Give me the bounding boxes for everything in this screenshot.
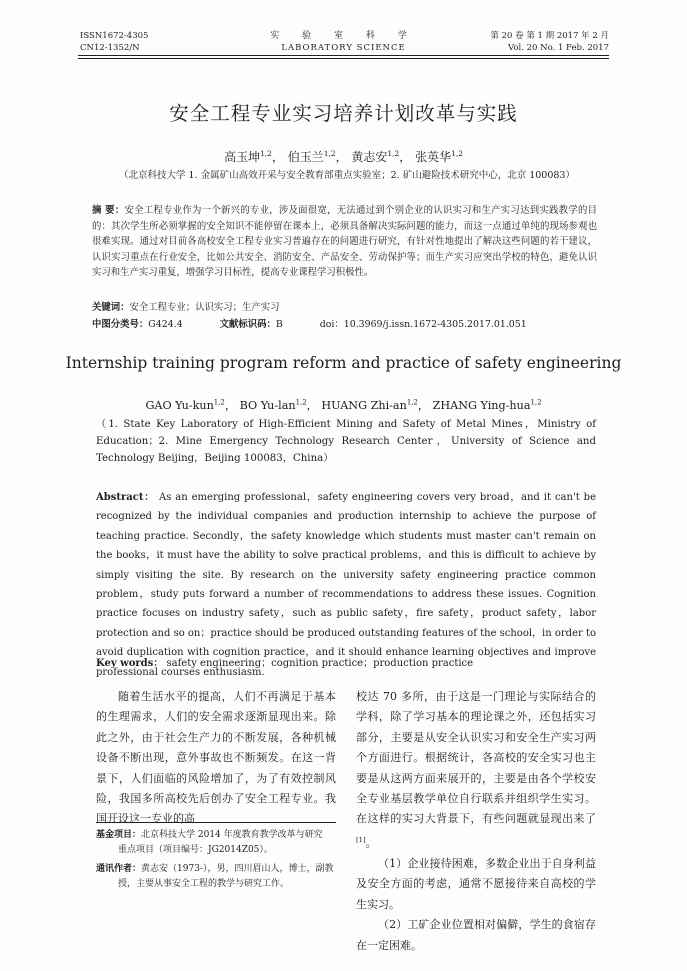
clc-code: 中图分类号：G424.4: [92, 319, 183, 330]
journal-issue-block: [490, 30, 609, 54]
abstract-cn: [92, 203, 597, 281]
abstract-en-label: Abstract：: [96, 492, 156, 503]
header-rule-bottom: [78, 58, 609, 59]
keywords-en-text: safety engineering；cognition practice；production practice: [166, 658, 474, 669]
keywords-cn-text: 安全工程专业；认识实习；生产实习: [129, 302, 280, 313]
abstract-cn-label: 摘 要：: [92, 205, 125, 216]
keywords-en-label: Key words：: [96, 658, 164, 669]
body-paragraph-2: （1）企业接待困难，多数企业出于自身利益及安全方面的考虑，通常不愿接待来自高校的学生实习。: [356, 856, 596, 911]
affiliation-en: （1. State Key Laboratory of High-Efficient Mining and Safety of Metal Mines，Ministry of Education；2. Mine Emergency Technology Research Center，University of Science and Technology Beijing，Beijing 100083，China）: [96, 419, 596, 464]
header-rule-top: [78, 55, 609, 56]
author-list-en: GAO Yu-kun$^{1,2}$， BO Yu-lan$^{1,2}$， HUANG Zhi-an$^{1,2}$， ZHANG Ying-hua$^{1,2}$: [145, 398, 542, 412]
classification-line: [92, 317, 597, 333]
author-cn-3: 黄志安$^{1,2}$: [351, 149, 400, 164]
doi: doi：10.3969/j.issn.1672-4305.2017.01.051: [319, 319, 527, 330]
abstract-en-text: As an emerging professional，safety engineering covers very broad，and it can't be recognized by the individual companies and production internship to achieve the purpose of teaching practice. Secondly，the safety knowledge which students must master can't remain on the books，it must have the ability to solve practical problems，and this is difficult to achieve by simply visiting the site. By research on the university safety engineering practice common problem，study puts forward a number of recommendations to address these issues. Cognition practice focuses on industry safety，such as public safety，fire safety，product safety，labor protection and so on；practice should be produced outstanding features of the school，in order to avoid duplication with cognition practice，and it should enhance learning objectives and improve professional courses enthusiasm.: [96, 492, 596, 678]
paper-title-en: Internship training program reform and practice of safety engineering: [65, 354, 622, 372]
citation-ref: [1]: [356, 835, 366, 844]
author-cn-4: 张英华$^{1,2}$: [415, 149, 463, 164]
keywords-en: [96, 655, 596, 672]
corresponding-author-label: 通讯作者：: [96, 864, 142, 874]
body-paragraph-3: （2）工矿企业位置相对偏僻，学生的食宿存在一定困难。: [356, 918, 596, 952]
issn: ISSN1672-4305: [80, 31, 149, 41]
author-en-1: GAO Yu-kun$^{1,2}$: [145, 398, 225, 412]
affiliation-cn: （北京科技大学 1. 金属矿山高效开采与安全教育部重点实验室；2. 矿山避险技术研究中心，北京 100083）: [119, 170, 575, 181]
body-column-right: [356, 687, 596, 956]
journal-name-cn: 实 验 室 科 学: [270, 31, 417, 41]
author-en-3: HUANG Zhi-an$^{1,2}$: [321, 398, 418, 412]
issue-cn: 第 20 卷 第 1 期 2017 年 2 月: [490, 31, 609, 41]
keywords-cn: [92, 300, 597, 316]
author-cn-1: 高玉坤$^{1,2}$: [224, 149, 272, 164]
keywords-cn-label: 关键词：: [92, 302, 130, 313]
body-paragraph-1: 随着生活水平的提高，人们不再满足于基本的生理需求，人们的安全需求逐渐显现出来。除此之外，由于社会生产力的不断发展，各种机械设备不断出现，意外事故也不断频发。在这一背景下，人们面临的风险增加了，为了有效控制风险，我国多所高校先后创办了安全工程专业。我国开设这一专业的高: [96, 690, 336, 826]
author-list-cn: 高玉坤$^{1,2}$， 伯玉兰$^{1,2}$， 黄志安$^{1,2}$， 张英华$^{1,2}$: [224, 149, 463, 164]
author-cn-2: 伯玉兰$^{1,2}$: [287, 149, 336, 164]
abstract-cn-text: 安全工程专业作为一个新兴的专业，涉及面很宽，无法通过到个别企业的认识实习和生产实习达到实践教学的目的：其次学生所必须掌握的安全知识不能停留在课本上，必须具备解决实际问题的能力，而这一点通过单纯的现场参观也很难实现。通过对目前各高校安全工程专业实习普遍存在的问题进行研究，有针对性地提出了解决这些问题的若干建议，认识实习重点在行业安全，比如公共安全、消防安全、产品安全、劳动保护等；而生产实习应突出学校的特色，避免认识实习和生产实习重复，增强学习目标性，提高专业课程学习积极性。: [92, 205, 597, 279]
abstract-en: [96, 488, 596, 682]
footnote-rule: [96, 822, 336, 823]
footnote-funding: 基金项目：北京科技大学 2014 年度教育教学改革与研究 重点项目（项目编号：JG2014Z05）。: [96, 830, 323, 856]
journal-name-en: LABORATORY SCIENCE: [281, 43, 406, 53]
author-en-4: ZHANG Ying-hua$^{1,2}$: [432, 398, 542, 412]
issue-en: Vol. 20 No. 1 Feb. 2017: [508, 43, 609, 53]
funding-label: 基金项目：: [96, 830, 142, 840]
paper-title-cn: 安全工程专业实习培养计划改革与实践: [169, 102, 518, 125]
footnote-corresponding-author: 通讯作者：黄志安（1973-），男，四川眉山人，博士，副教 授，主要从事安全工程的教学与研究工作。: [96, 864, 334, 890]
author-en-2: BO Yu-lan$^{1,2}$: [239, 398, 307, 412]
doc-code: 文献标识码：B: [219, 319, 283, 330]
cn-number: CN12-1352/N: [80, 43, 140, 53]
body-paragraph-1-continued: 校达 70 多所，由于这是一门理论与实际结合的学科，除了学习基本的理论课之外，还包括实习部分，主要是从安全认识实习和安全生产实习两个方面进行。根据统计，各高校的安全实习也主要是从这两方面来展开的，主要是由各个学校安全专业基层教学单位自行联系并组织学生实习。在这样的实习大背景下，有些问题就显现出来了[1]。: [356, 690, 596, 850]
body-column-left: [96, 687, 336, 830]
